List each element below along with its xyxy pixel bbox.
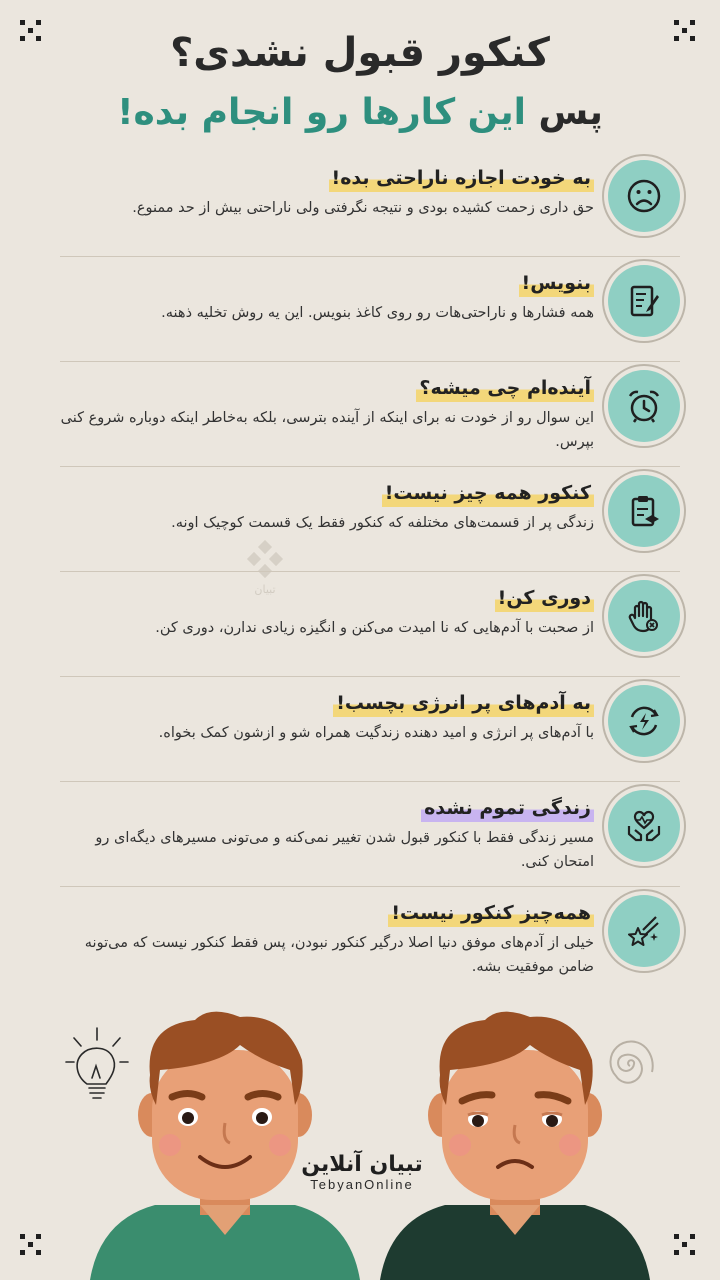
sad-person-illustration [380, 1005, 650, 1280]
list-item [60, 782, 680, 887]
item-title: به آدم‌های پر انرژی بچسب! [333, 689, 594, 717]
item-title: آینده‌ام چی میشه؟ [416, 374, 594, 402]
list-item [60, 677, 680, 782]
item-text: زندگی پر از قسمت‌های مختلفه که کنکور فقط یک قسمت کوچیک اونه. [171, 515, 594, 531]
item-title: به خودت اجازه ناراحتی بده! [329, 164, 594, 192]
writing-paper-icon [608, 265, 680, 337]
list-item [60, 887, 680, 991]
item-text: از صحبت با آدم‌هایی که نا امیدت می‌کنن و انگیزه زیادی ندارن، دوری کن. [155, 620, 594, 636]
logo-text-en: TebyanOnline [310, 1177, 414, 1192]
brand-logo [296, 1152, 428, 1192]
energy-icon [608, 685, 680, 757]
corner-decoration-bottom-right [674, 1234, 700, 1260]
item-title: زندگی تموم نشده [421, 794, 594, 822]
page-subtitle [0, 92, 720, 133]
list-item [60, 572, 680, 677]
clipboard-icon [608, 475, 680, 547]
logo-text-fa: تبیان آنلاین [301, 1152, 423, 1177]
corner-decoration-bottom-left [20, 1234, 46, 1260]
item-title: دوری کن! [495, 584, 594, 612]
item-text: همه فشارها و ناراحتی‌هات رو روی کاغذ بنویس. این یه روش تخلیه ذهنه. [161, 305, 594, 321]
item-text: با آدم‌های پر انرژی و امید دهنده زندگیت همراه شو و ازشون کمک بخواه. [158, 725, 594, 741]
item-text: این سوال رو از خودت نه برای اینکه از آینده بترسی، بلکه به‌خاطر اینکه دوباره شروع کنی بپرس. [60, 410, 594, 450]
page-title: کنکور قبول نشدی؟ [170, 30, 550, 76]
shooting-star-icon [608, 895, 680, 967]
alarm-clock-icon [608, 370, 680, 442]
item-text: خیلی از آدم‌های موفق دنیا اصلا درگیر کنکور نبودن، پس فقط کنکور نیست که می‌تونه ضامن موفقیت بشه. [84, 935, 594, 975]
watermark-text: تبیان [254, 583, 276, 596]
subtitle-dark-part: پس [538, 92, 603, 133]
heart-hands-icon [608, 790, 680, 862]
item-text: مسیر زندگی فقط با کنکور قبول شدن تغییر نمی‌کنه و می‌تونی مسیرهای دیگه‌ای رو امتحان کنی. [95, 830, 594, 870]
list-item [60, 152, 680, 257]
list-item [60, 257, 680, 362]
item-title: کنکور همه چیز نیست! [382, 479, 594, 507]
item-title: بنویس! [519, 269, 594, 297]
item-title: همه‌چیز کنکور نیست! [388, 899, 594, 927]
subtitle-accent-part: این کارها رو انجام بده! [117, 92, 526, 133]
stop-hand-icon [608, 580, 680, 652]
sad-face-icon [608, 160, 680, 232]
item-text: حق داری زحمت کشیده بودی و نتیجه نگرفتی ولی ناراحتی بیش از حد ممنوع. [132, 200, 594, 216]
happy-person-illustration [90, 1005, 360, 1280]
list-item [60, 467, 680, 572]
tips-list [60, 152, 680, 991]
list-item [60, 362, 680, 467]
